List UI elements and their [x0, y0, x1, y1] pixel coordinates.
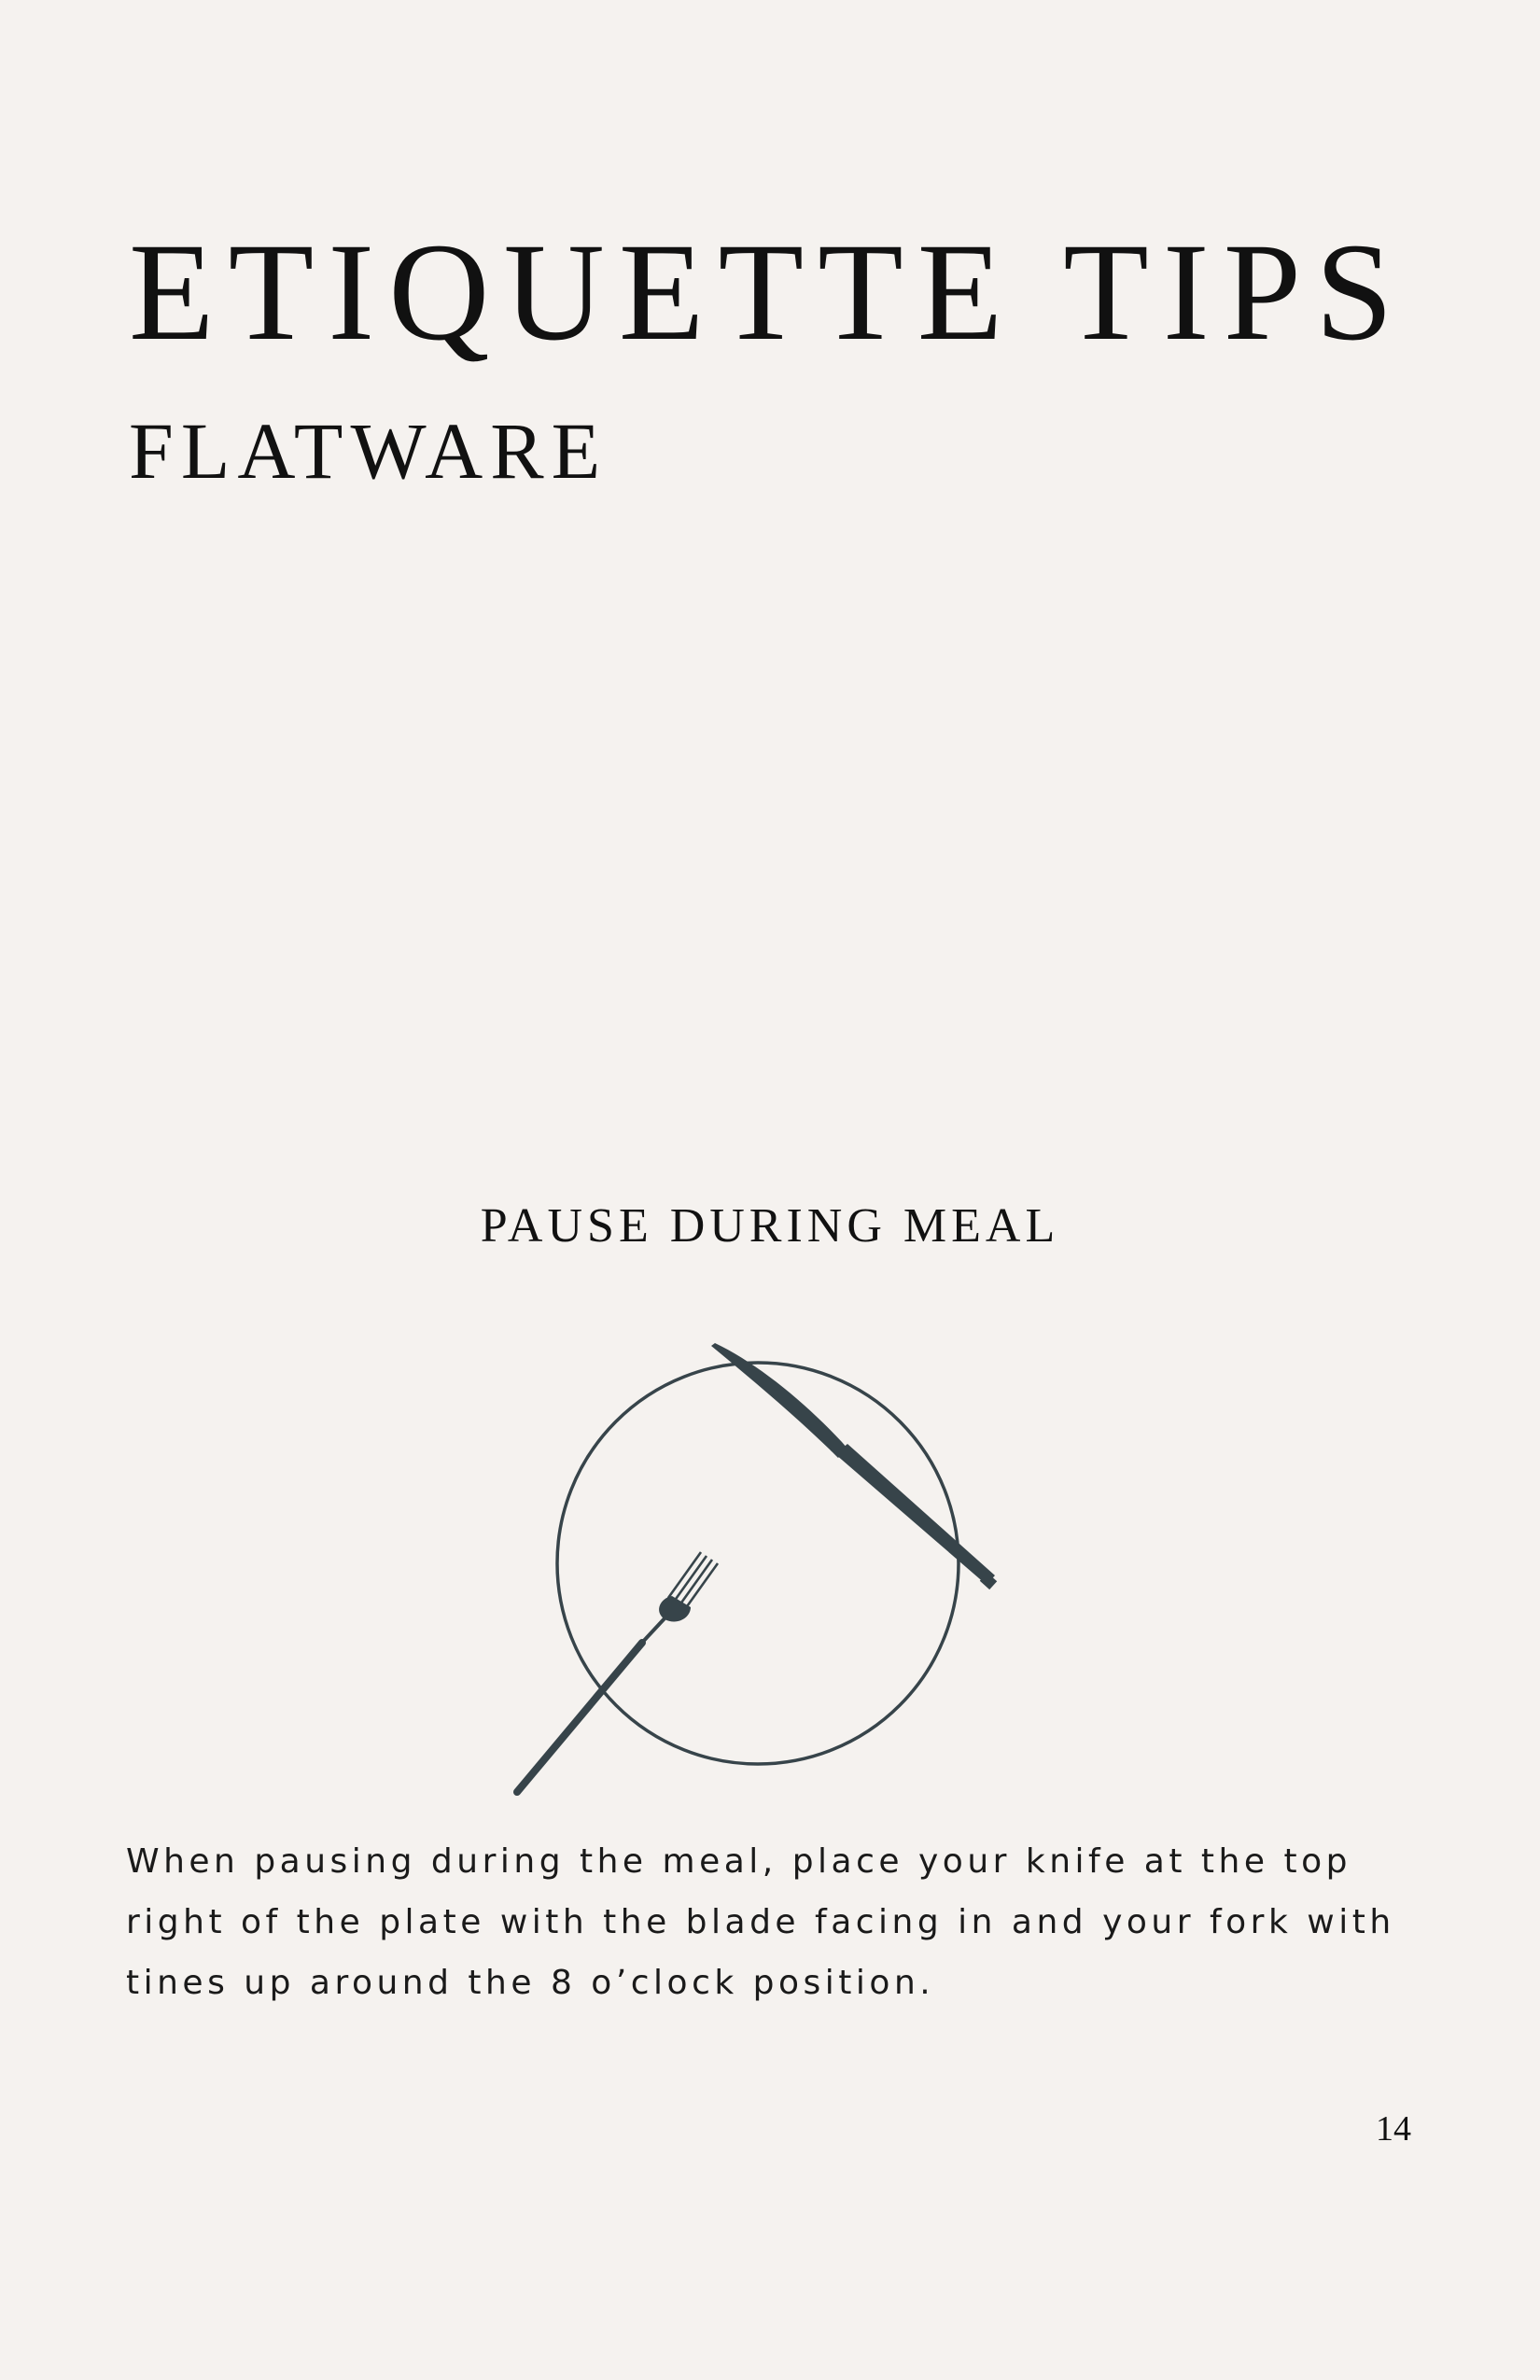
tip-description: When pausing during the meal, place your knife at the top right of the plate with the blade facing in and your fork with tines up around the 8 o’clock position. [126, 1842, 1395, 2002]
page-subtitle: FLATWARE [129, 406, 609, 496]
pause-during-meal-illustration [485, 1325, 1045, 1811]
fork-icon [517, 1552, 718, 1792]
section-heading: PAUSE DURING MEAL [480, 1199, 1060, 1253]
page-title: ETIQUETTE TIPS [129, 215, 1407, 370]
knife-icon [711, 1343, 997, 1589]
plate-icon [557, 1363, 959, 1764]
page-number: 14 [1376, 2109, 1411, 2149]
